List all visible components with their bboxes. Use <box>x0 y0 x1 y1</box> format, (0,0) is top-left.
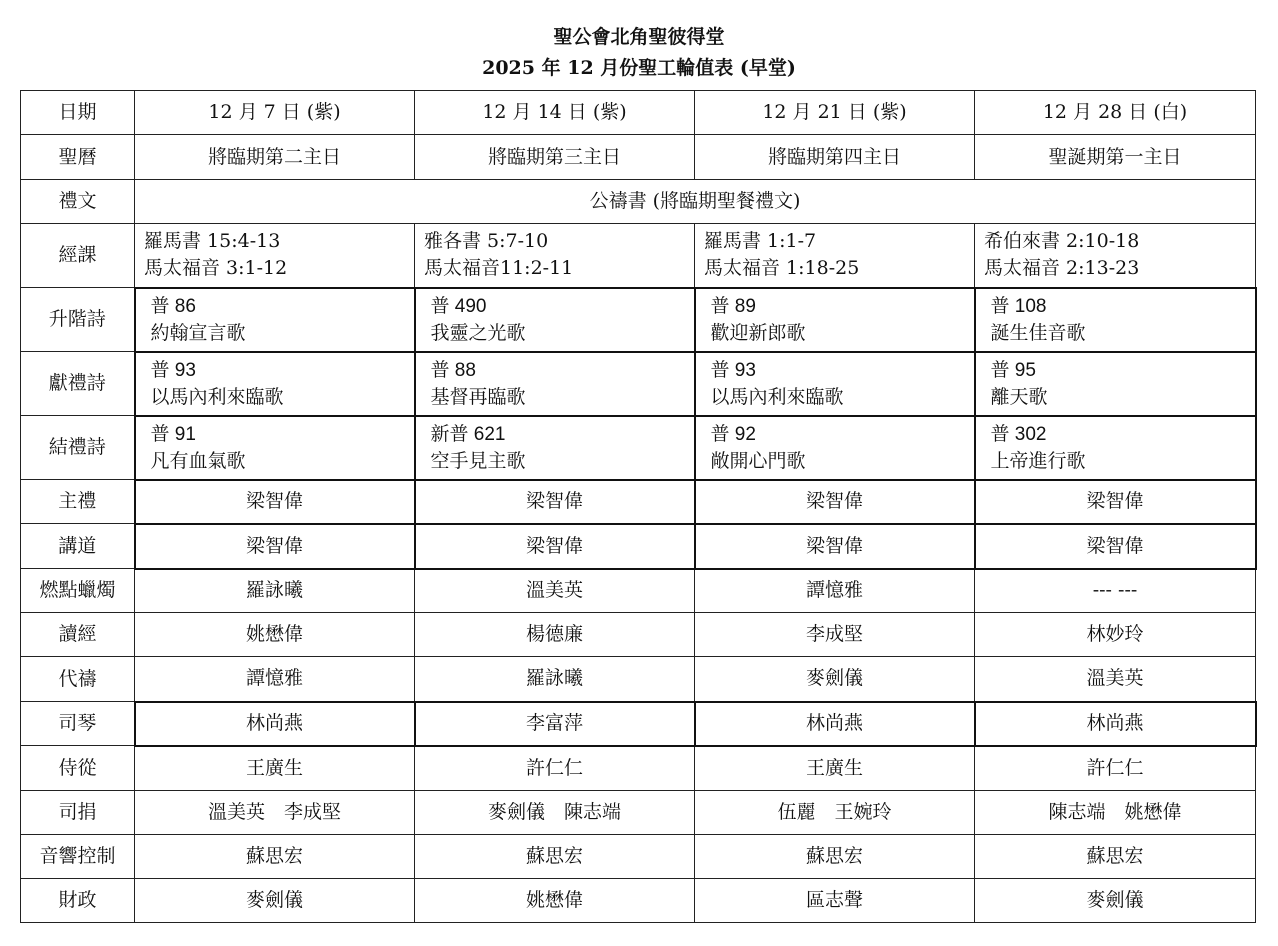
liturgy-cell: 公禱書 (將臨期聖餐禮文) <box>135 180 1256 224</box>
hymn-cell <box>135 288 415 352</box>
row-label: 讀經 <box>21 613 135 657</box>
row-label: 聖曆 <box>21 135 135 180</box>
hymn-title: 以馬內利來臨歌 <box>150 385 284 408</box>
row-label: 禮文 <box>21 180 135 224</box>
hymn-title: 凡有血氣歌 <box>150 449 246 472</box>
hymn-cell <box>135 352 415 416</box>
row-label: 侍從 <box>21 746 135 791</box>
calendar-cell: 將臨期第二主日 <box>135 135 415 180</box>
row-label: 司琴 <box>21 702 135 746</box>
duty-cell: 梁智偉 <box>975 524 1256 569</box>
duty-cell: 譚憶雅 <box>135 657 415 702</box>
duty-cell: 林妙玲 <box>975 613 1256 657</box>
calendar-cell: 聖誕期第一主日 <box>975 135 1256 180</box>
hymn-number: 普 92 <box>710 423 756 445</box>
row-sound-control <box>21 835 1256 879</box>
duty-cell: 許仁仁 <box>415 746 695 791</box>
gospel-reading: 馬太福音 2:13-23 <box>984 257 1140 280</box>
duty-cell: 羅詠曦 <box>415 657 695 702</box>
hymn-number: 普 93 <box>150 359 196 381</box>
row-label: 日期 <box>21 91 135 135</box>
hymn-title: 約翰宣言歌 <box>150 321 246 344</box>
hymn-title: 歡迎新郎歌 <box>710 321 806 344</box>
row-finance <box>21 879 1256 923</box>
gospel-reading: 馬太福音 1:18-25 <box>704 257 860 280</box>
row-celebrant <box>21 480 1256 524</box>
calendar-cell: 將臨期第三主日 <box>415 135 695 180</box>
duty-cell: 麥劍儀 <box>695 657 975 702</box>
hymn-title: 我靈之光歌 <box>430 321 526 344</box>
epistle-reading: 雅各書 5:7-10 <box>424 230 549 253</box>
duty-cell: 麥劍儀 陳志端 <box>415 791 695 835</box>
row-label: 主禮 <box>21 480 135 524</box>
row-readings <box>21 224 1256 288</box>
duty-cell: 梁智偉 <box>695 524 975 569</box>
row-label: 音響控制 <box>21 835 135 879</box>
duty-cell: 梁智偉 <box>415 480 695 524</box>
duty-cell: --- --- <box>975 569 1256 613</box>
duty-cell: 溫美英 李成堅 <box>135 791 415 835</box>
duty-cell: 麥劍儀 <box>135 879 415 923</box>
row-reader <box>21 613 1256 657</box>
row-liturgy <box>21 180 1256 224</box>
duty-cell: 蘇思宏 <box>135 835 415 879</box>
hymn-number: 普 88 <box>430 359 476 381</box>
hymn-title: 敞開心門歌 <box>710 449 806 472</box>
duty-cell: 梁智偉 <box>695 480 975 524</box>
hymn-cell <box>975 416 1256 480</box>
row-label: 代禱 <box>21 657 135 702</box>
roster-title: 2025 年 12 月份聖工輪值表 (早堂) <box>482 57 796 79</box>
duty-cell: 李成堅 <box>695 613 975 657</box>
duty-cell: 楊德廉 <box>415 613 695 657</box>
row-collection <box>21 791 1256 835</box>
hymn-cell <box>975 352 1256 416</box>
row-label: 獻禮詩 <box>21 352 135 416</box>
hymn-title: 基督再臨歌 <box>430 385 526 408</box>
duty-cell: 羅詠曦 <box>135 569 415 613</box>
row-recessional-hymn <box>21 416 1256 480</box>
gospel-reading: 馬太福音11:2-11 <box>424 257 574 280</box>
date-cell: 12 月 28 日 (白) <box>975 91 1256 135</box>
row-label: 升階詩 <box>21 288 135 352</box>
date-cell: 12 月 21 日 (紫) <box>695 91 975 135</box>
duty-cell: 溫美英 <box>415 569 695 613</box>
duty-cell: 蘇思宏 <box>415 835 695 879</box>
duty-cell: 梁智偉 <box>415 524 695 569</box>
hymn-number: 普 91 <box>150 423 196 445</box>
hymn-title: 以馬內利來臨歌 <box>710 385 844 408</box>
duty-roster-table <box>20 90 1257 923</box>
duty-cell: 麥劍儀 <box>975 879 1256 923</box>
hymn-number: 普 93 <box>710 359 756 381</box>
hymn-cell <box>415 416 695 480</box>
duty-cell: 梁智偉 <box>975 480 1256 524</box>
duty-cell: 梁智偉 <box>135 524 415 569</box>
hymn-cell <box>975 288 1256 352</box>
row-label: 經課 <box>21 224 135 288</box>
reading-cell <box>415 224 695 288</box>
duty-cell: 姚懋偉 <box>135 613 415 657</box>
epistle-reading: 希伯來書 2:10-18 <box>984 230 1140 253</box>
duty-cell: 姚懋偉 <box>415 879 695 923</box>
calendar-cell: 將臨期第四主日 <box>695 135 975 180</box>
hymn-title: 空手見主歌 <box>430 449 526 472</box>
duty-cell: 陳志端 姚懋偉 <box>975 791 1256 835</box>
row-label: 燃點蠟燭 <box>21 569 135 613</box>
duty-cell: 李富萍 <box>415 702 695 746</box>
duty-cell: 王廣生 <box>695 746 975 791</box>
row-server <box>21 746 1256 791</box>
hymn-cell <box>415 352 695 416</box>
duty-cell: 蘇思宏 <box>695 835 975 879</box>
duty-cell: 溫美英 <box>975 657 1256 702</box>
row-preacher <box>21 524 1256 569</box>
row-organist <box>21 702 1256 746</box>
duty-cell: 譚憶雅 <box>695 569 975 613</box>
row-intercessor <box>21 657 1256 702</box>
gospel-reading: 馬太福音 3:1-12 <box>144 257 288 280</box>
hymn-title: 上帝進行歌 <box>990 449 1086 472</box>
epistle-reading: 羅馬書 15:4-13 <box>144 230 281 253</box>
row-label: 結禮詩 <box>21 416 135 480</box>
date-cell: 12 月 7 日 (紫) <box>135 91 415 135</box>
hymn-cell <box>695 352 975 416</box>
hymn-number: 普 95 <box>990 359 1036 381</box>
row-label: 司捐 <box>21 791 135 835</box>
row-dates <box>21 91 1256 135</box>
hymn-number: 普 86 <box>150 295 196 317</box>
row-candle-lighting <box>21 569 1256 613</box>
row-label: 講道 <box>21 524 135 569</box>
duty-cell: 蘇思宏 <box>975 835 1256 879</box>
hymn-title: 誕生佳音歌 <box>990 321 1086 344</box>
epistle-reading: 羅馬書 1:1-7 <box>704 230 817 253</box>
hymn-number: 普 108 <box>990 295 1047 317</box>
date-cell: 12 月 14 日 (紫) <box>415 91 695 135</box>
duty-cell: 林尚燕 <box>975 702 1256 746</box>
hymn-cell <box>135 416 415 480</box>
hymn-title: 離天歌 <box>990 385 1048 408</box>
row-offertory-hymn <box>21 352 1256 416</box>
hymn-cell <box>695 288 975 352</box>
row-label: 財政 <box>21 879 135 923</box>
reading-cell <box>135 224 415 288</box>
row-gradual-hymn <box>21 288 1256 352</box>
church-name: 聖公會北角聖彼得堂 <box>553 26 725 48</box>
hymn-cell <box>695 416 975 480</box>
duty-cell: 林尚燕 <box>695 702 975 746</box>
duty-cell: 林尚燕 <box>135 702 415 746</box>
hymn-cell <box>415 288 695 352</box>
hymn-number: 普 490 <box>430 295 487 317</box>
duty-cell: 區志聲 <box>695 879 975 923</box>
duty-cell: 王廣生 <box>135 746 415 791</box>
row-calendar <box>21 135 1256 180</box>
hymn-number: 新普 621 <box>430 423 506 445</box>
duty-cell: 許仁仁 <box>975 746 1256 791</box>
duty-cell: 伍麗 王婉玲 <box>695 791 975 835</box>
hymn-number: 普 302 <box>990 423 1047 445</box>
reading-cell <box>695 224 975 288</box>
reading-cell <box>975 224 1256 288</box>
duty-cell: 梁智偉 <box>135 480 415 524</box>
hymn-number: 普 89 <box>710 295 756 317</box>
